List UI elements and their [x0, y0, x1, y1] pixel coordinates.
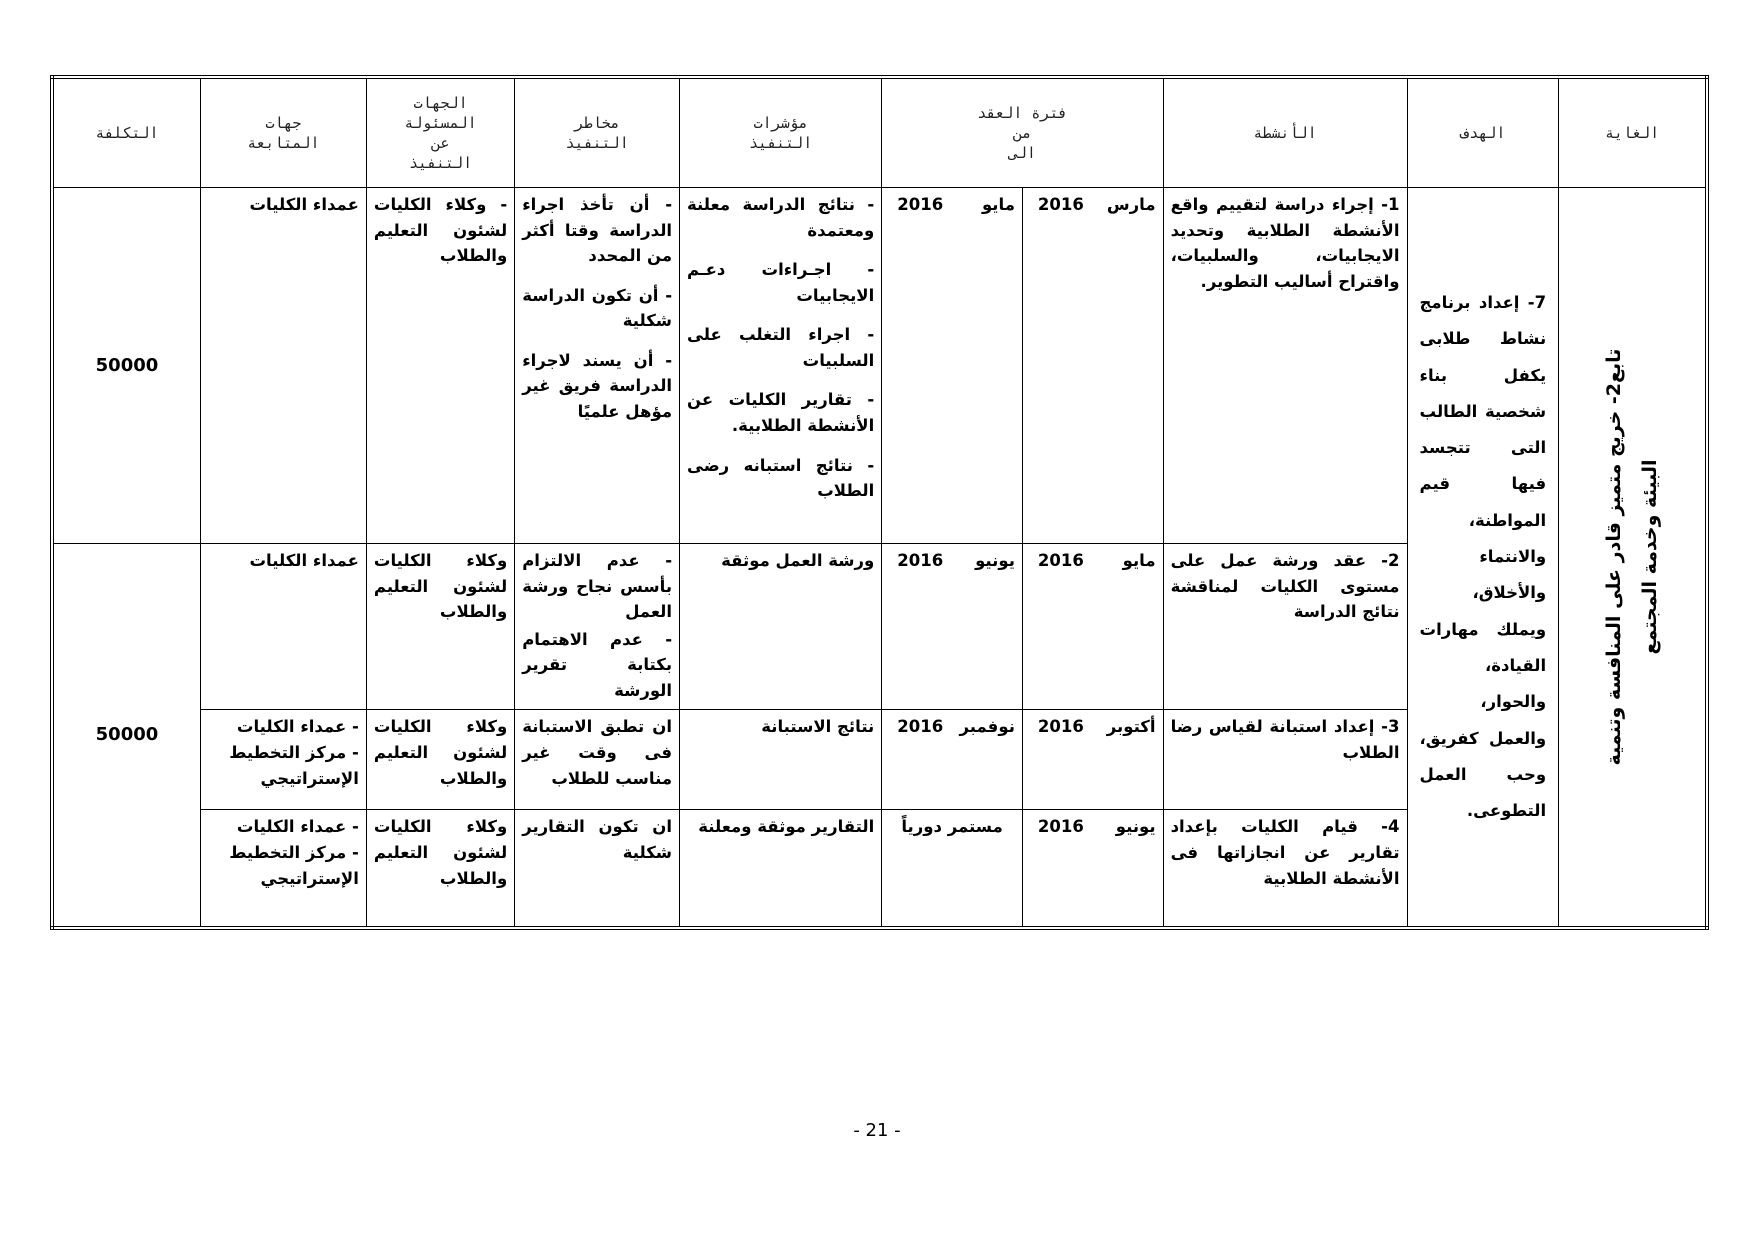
aim-text: تابع2- خريج متميز قادر على المنافسة وتنمية البيئة وخدمة المجتمع: [1602, 348, 1662, 766]
cost-cell: 50000: [52, 544, 200, 929]
header-followup: جهات المتابعة: [200, 77, 366, 188]
indicators-cell: - نتائج الدراسة معلنة ومعتمدة - اجـراءات دعـم الايجابيات - اجراء التغلب على السلبيات - تقارير الكليات عن الأنشطة الطلابية. - نتائج استبانه رضى الطلاب: [680, 188, 882, 544]
risks-cell: - عدم الالتزام بأسس نجاح ورشة العمل - عدم الاهتمام بكتابة تقرير الورشة: [515, 544, 680, 710]
responsible-cell: وكلاء الكليات لشئون التعليم والطلاب: [366, 544, 514, 710]
to-date-cell: يونيو 2016: [882, 544, 1023, 710]
header-period: فترة العقد من الى: [882, 77, 1163, 188]
header-cost: التكلفة: [52, 77, 200, 188]
responsible-cell: وكلاء الكليات لشئون التعليم والطلاب: [366, 710, 514, 810]
activity-cell: 3- إعداد استبانة لقياس رضا الطلاب: [1163, 710, 1407, 810]
header-goal: الهدف: [1407, 77, 1559, 188]
followup-cell: عمداء الكليات: [200, 544, 366, 710]
table-row: [52, 188, 1707, 544]
header-row: [52, 77, 1707, 188]
activity-cell: 1- إجراء دراسة لتقييم واقع الأنشطة الطلابية وتحديد الايجابيات، والسلبيات، واقتراح أساليب التطوير.: [1163, 188, 1407, 544]
responsible-cell: - وكلاء الكليات لشئون التعليم والطلاب: [366, 188, 514, 544]
indicators-cell: نتائج الاستبانة: [680, 710, 882, 810]
followup-cell: - عمداء الكليات - مركز التخطيط الإستراتيجي: [200, 810, 366, 929]
to-date-cell: مايو 2016: [882, 188, 1023, 544]
indicators-cell: التقارير موثقة ومعلنة: [680, 810, 882, 929]
followup-cell: - عمداء الكليات - مركز التخطيط الإستراتيجي: [200, 710, 366, 810]
header-activities: الأنشطة: [1163, 77, 1407, 188]
action-plan-table: [50, 75, 1709, 930]
from-date-cell: مارس 2016: [1022, 188, 1163, 544]
risks-cell: ان تكون التقارير شكلية: [515, 810, 680, 929]
risks-cell: - أن تأخذ اجراء الدراسة وقتا أكثر من المحدد - أن تكون الدراسة شكلية - أن يسند لاجراء الدراسة فريق غير مؤهل علميًا: [515, 188, 680, 544]
responsible-cell: وكلاء الكليات لشئون التعليم والطلاب: [366, 810, 514, 929]
indicators-cell: ورشة العمل موثقة: [680, 544, 882, 710]
activity-cell: 4- قيام الكليات بإعداد تقارير عن انجازاتها فى الأنشطة الطلابية: [1163, 810, 1407, 929]
activity-cell: 2- عقد ورشة عمل على مستوى الكليات لمناقشة نتائج الدراسة: [1163, 544, 1407, 710]
cost-cell: 50000: [52, 188, 200, 544]
header-risks: مخاطر التنفيذ: [515, 77, 680, 188]
to-date-cell: مستمر دورياً: [882, 810, 1023, 929]
goal-cell: 7- إعداد برنامج نشاط طلابى يكفل بناء شخصية الطالب التى تتجسد فيها قيم المواطنة، والانتماء والأخلاق، ويملك مهارات القيادة، والحوار، والعمل كفريق، وحب العمل التطوعى.: [1407, 188, 1559, 929]
page-number: - 21 -: [853, 1120, 901, 1141]
followup-cell: عمداء الكليات: [200, 188, 366, 544]
from-date-cell: يونيو 2016: [1022, 810, 1163, 929]
from-date-cell: أكتوبر 2016: [1022, 710, 1163, 810]
header-aim: الغاية: [1559, 77, 1707, 188]
from-date-cell: مايو 2016: [1022, 544, 1163, 710]
header-indicators: مؤشرات التنفيذ: [680, 77, 882, 188]
header-responsible: الجهات المسئولة عن التنفيذ: [366, 77, 514, 188]
aim-cell: [1559, 188, 1707, 929]
to-date-cell: نوفمبر 2016: [882, 710, 1023, 810]
risks-cell: ان تطبق الاستبانة فى وقت غير مناسب للطلاب: [515, 710, 680, 810]
